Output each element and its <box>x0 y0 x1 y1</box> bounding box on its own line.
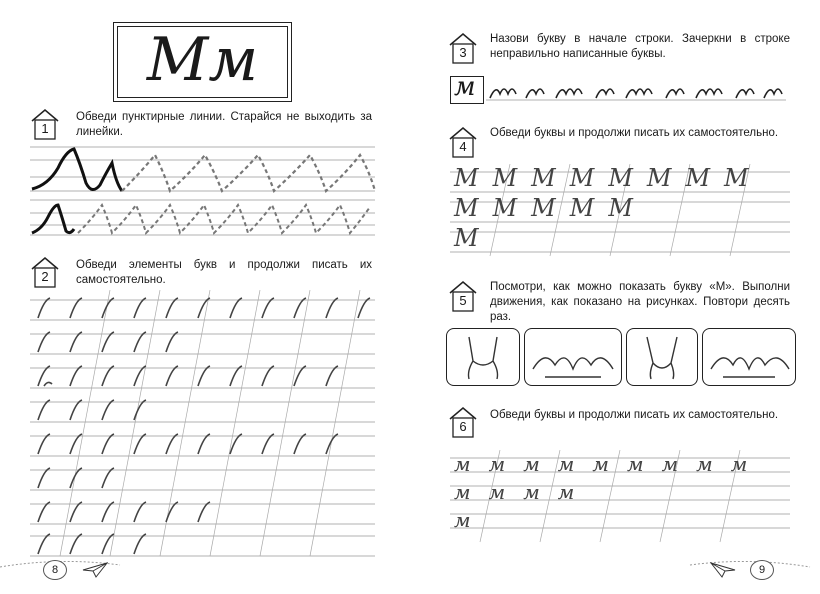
house-icon <box>30 108 60 140</box>
task-number: 5 <box>459 293 467 308</box>
hand-icon <box>525 329 621 385</box>
task-2-text: Обведи элементы букв и продолжи писать их самостоятельно. <box>76 259 372 286</box>
hand-picture-2 <box>524 328 622 386</box>
page-number: 8 <box>43 560 67 580</box>
hand-picture-1 <box>446 328 520 386</box>
task-number: 3 <box>459 45 467 60</box>
title-letters: Мм <box>146 25 259 95</box>
task-4-row-1: ММММММММ <box>454 164 763 192</box>
task-6-text: Обведи буквы и продолжи писать их самостоятельно. <box>490 409 779 421</box>
task-3-line <box>486 76 820 106</box>
task-1-text: Обведи пунктирные линии. Старайся не выходить за линейки. <box>76 111 372 138</box>
house-icon <box>448 280 478 312</box>
task-1-lines <box>30 143 410 238</box>
hand-icon <box>627 329 697 385</box>
task-4-row-3: М <box>454 224 479 252</box>
page-number: 9 <box>750 560 774 580</box>
task-number: 4 <box>459 139 467 154</box>
right-page <box>410 0 820 594</box>
task-6-row-3: м <box>454 508 471 532</box>
task-number: 1 <box>41 121 49 136</box>
task-number: 2 <box>41 269 49 284</box>
task-number: 6 <box>459 419 467 434</box>
hand-picture-4 <box>702 328 796 386</box>
house-icon <box>448 126 478 158</box>
task-6-row-2: мммм <box>454 480 593 504</box>
task-2-lines <box>30 290 410 560</box>
task-6-row-1: ммммммммм <box>454 452 766 476</box>
house-icon <box>30 256 60 288</box>
house-icon <box>448 406 478 438</box>
task-4-text: Обведи буквы и продолжи писать их самостоятельно. <box>490 127 779 139</box>
hand-picture-3 <box>626 328 698 386</box>
hand-icon <box>703 329 795 385</box>
paper-plane-icon <box>82 562 108 578</box>
task-3-sample-letter: м <box>454 72 476 102</box>
hand-icon <box>447 329 519 385</box>
house-icon <box>448 32 478 64</box>
title-box <box>113 22 292 102</box>
task-3-text: Назови букву в начале строки. Зачеркни в строке неправильно написанные буквы. <box>490 33 790 60</box>
paper-plane-icon <box>710 562 736 578</box>
task-5-text: Посмотри, как можно показать букву «М». Выполни движения, как показано на рисунках. Повтори десять раз. <box>490 281 790 323</box>
task-4-row-2: МММММ <box>454 194 647 222</box>
